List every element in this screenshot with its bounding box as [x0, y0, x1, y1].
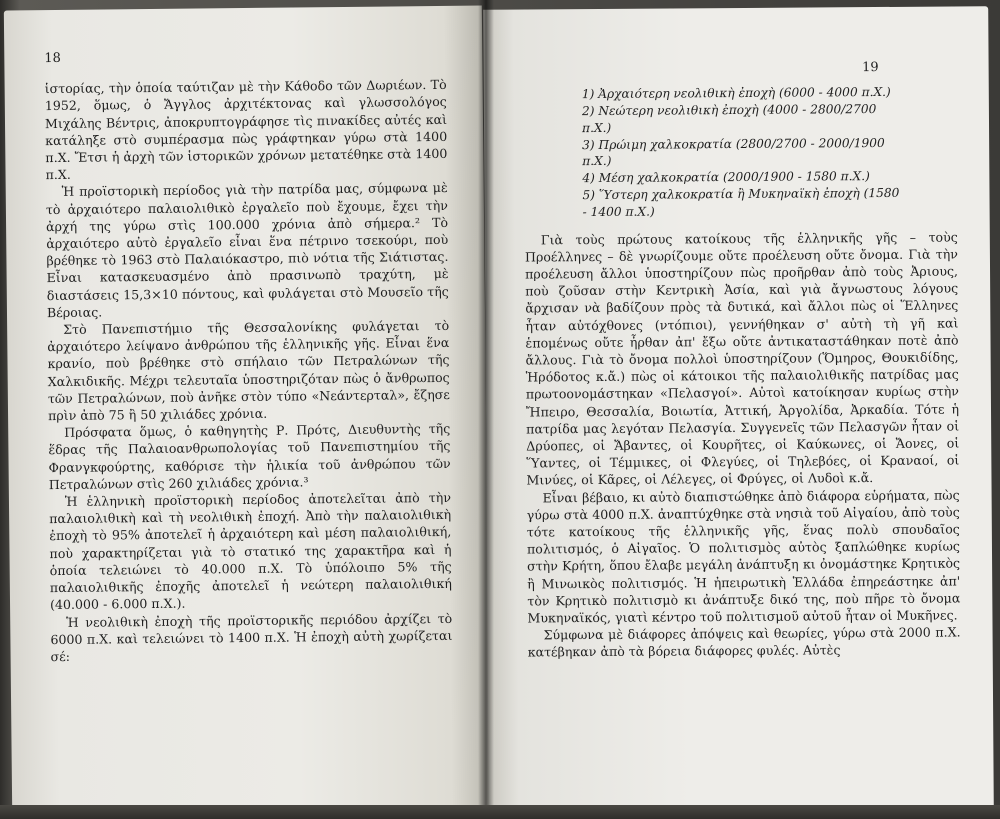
list-item: 3) Πρώιμη χαλκοκρατία (2800/2700 - 2000/1900 π.Χ.)	[582, 135, 885, 169]
paragraph: Ἡ προϊστορικὴ περίοδος γιὰ τὴν πατρίδα μας, σύμφωνα μὲ τὸ ἀρχαιότερο παλαιολιθικὸ ἐργαλεῖο ποὺ ἔχουμε, ἔχει τὴν ἀρχή της γύρω στὶς 100.000 χρόνια ἀπὸ σήμερα.² Τὸ ἀρχαιότερο αὐτὸ ἐργαλεῖο εἶναι ἕνα πέτρινο τσεκούρι, ποὺ βρέθηκε τὸ 1963 στὸ Παλαιόκαστρο, πιὸ νότια τῆς Σιάτιστας. Εἶναι κατασκευασμένο ἀπὸ πρασινωπὸ τραχύτη, μὲ διαστάσεις 15,3×10 πόντους, καὶ φυλάγεται στὸ Μουσεῖο τῆς Βέροιας.	[45, 180, 449, 320]
page-number: 18	[44, 50, 61, 67]
list-item: 5) Ὕστερη χαλκοκρατία ἢ Μυκηναϊκὴ ἐποχὴ (1580 - 1400 π.Χ.)	[582, 185, 900, 219]
list-item: 2) Νεώτερη νεολιθικὴ ἐποχὴ (4000 - 2800/2700 π.Χ.)	[581, 102, 877, 135]
right-page	[483, 6, 994, 813]
paragraph: Εἶναι βέβαιο, κι αὐτὸ διαπιστώθηκε ἀπὸ διάφορα εὑρήματα, πὼς γύρω στὰ 4000 π.Χ. ἀναπτύχθηκε στὰ νησιὰ τοῦ Αἰγαίου, ἀπὸ τοὺς τότε κατοίκους τῆς ἑλληνικῆς γῆς, ἕνας πολὺ σπουδαῖος πολιτισμός, ὁ Αἰγαῖος. Ὁ πολιτισμὸς αὐτὸς ξαπλώθηκε κυρίως στὴν Κρήτη, ὅπου ἔλαβε μεγάλη ἀνάπτυξη κι ὀνομάστηκε Κρητικὸς ἢ Μινωικὸς πολιτισμός. Ἡ ἠπειρωτικὴ Ἑλλάδα ἐπηρεάστηκε ἀπ' τὸν Κρητικὸ πολιτισμὸ κι ἀνάπτυξε δικό της, ποὺ πῆρε τὸ ὄνομα Μυκηναϊκός, γιατὶ κέντρο τοῦ πολιτισμοῦ αὐτοῦ ἦταν οἱ Μυκῆνες.	[526, 487, 961, 626]
list-item: 1) Ἀρχαιότερη νεολιθικὴ ἐποχὴ (6000 - 4000 π.Χ.)	[581, 85, 891, 102]
paragraph: Ἡ ἑλληνικὴ προϊστορικὴ περίοδος ἀποτελεῖται ἀπὸ τὴν παλαιολιθικὴ καὶ τὴ νεολιθικὴ ἐποχή. Ἀπὸ τὴν παλαιολιθικὴ ἐποχὴ τὸ 95% ἀποτελεῖ ἡ ἀρχαιότερη καὶ μέση παλαιολιθική, ποὺ χαρακτηρίζεται γιὰ τὸ στατικό της χαρακτῆρα καὶ ἡ ὁποία τελειώνει τὸ 40.000 π.Χ. Τὸ ὑπόλοιπο 5% τῆς παλαιολιθικῆς ἐποχῆς ἀποτελεῖ ἡ νεώτερη παλαιολιθική (40.000 - 6.000 π.Χ.).	[49, 489, 452, 613]
paragraph: Στὸ Πανεπιστήμιο τῆς Θεσσαλονίκης φυλάγεται τὸ ἀρχαιότερο λείψανο ἀνθρώπου τῆς ἑλληνικῆς γῆς. Εἶναι ἕνα κρανίο, ποὺ βρέθηκε στὸ σπήλαιο τῶν Πετραλώνων τῆς Χαλκιδικῆς. Μέχρι τελευταῖα ὑποστηριζόταν πὼς ὁ ἄνθρωπος τῶν Πετραλώνων, ποὺ ἀνῆκε στὸν τύπο «Νεάντερταλ», ἔζησε πρὶν ἀπὸ 75 ἢ 50 χιλιάδες χρόνια.	[47, 317, 450, 424]
paragraph: Ἡ νεολιθικὴ ἐποχὴ τῆς προϊστορικῆς περιόδου ἀρχίζει τὸ 6000 π.Χ. καὶ τελειώνει τὸ 1400 π.Χ. Ἡ ἐποχὴ αὐτὴ χωρίζεται σέ:	[50, 610, 453, 664]
paragraph: ἱστορίας, τὴν ὁποία ταύτιζαν μὲ τὴν Κάθοδο τῶν Δωριέων. Τὸ 1952, ὅμως, ὁ Ἄγγλος ἀρχιτέκτονας καὶ γλωσσολόγος Μιχάλης Βέντρις, ἀποκρυπτογράφησε τὶς πινακίδες αὐτές καὶ κατάληξε στὸ συμπέρασμα πὼς γράφτηκαν γύρω στὰ 1400 π.Χ. Ἔτσι ἡ ἀρχὴ τῶν ἱστορικῶν χρόνων μετατέθηκε στὰ 1400 π.Χ.	[44, 77, 448, 183]
list-item: 4) Μέση χαλκοκρατία (2000/1900 - 1580 π.Χ.)	[582, 169, 870, 186]
paragraph: Γιὰ τοὺς πρώτους κατοίκους τῆς ἑλληνικῆς γῆς – τοὺς Προέλληνες – δὲ γνωρίζουμε οὔτε προέλευση οὔτε ὄνομα. Γιὰ τὴν προέλευση ἄλλοι ὑποστηρίζουν πὼς προῆρθαν ἀπὸ τοὺς Ἀριους, ποὺ ζοῦσαν στὴν Κεντρικὴ Ἀσία, καὶ γιὰ ἄγνωστους λόγους ἄρχισαν νὰ βαδίζουν πρὸς τὰ δυτικά, καὶ ἄλλοι πὼς οἱ Ἕλληνες ἦταν αὐτόχθονες (ντόπιοι), γεννήθηκαν σ' αὐτὴ τὴ γῆ καὶ ἑπομένως οὔτε ἦρθαν ἀπ' ἔξω οὔτε ἀντικαταστάθηκαν ποτὲ ἀπὸ ἄλλους. Γιὰ τὸ ὄνομα πολλοὶ ὑποστηρίζουν (Ὅμηρος, Θουκιδίδης, Ἡρόδοτος κ.ἄ.) πὼς οἱ κάτοικοι τῆς παλαιολιθικῆς πατρίδας μας πρωτοονομάστηκαν «Πελασγοί». Αὐτοὶ κατοίκησαν κυρίως στὴν Ἤπειρο, Θεσσαλία, Βοιωτία, Ἀττική, Ἀργολίδα, Ἀρκαδία. Τότε ἡ πατρίδα μας λεγόταν Πελασγία. Συγγενεῖς τῶν Πελασγῶν ἦταν οἱ Δρύοπες, οἱ Ἄβαντες, οἱ Κουρῆτες, οἱ Καύκωνες, οἱ Ἄονες, οἱ Ὕαντες, οἱ Τέμμικες, οἱ Φλεγύες, οἱ Τηλεβόες, οἱ Κραναοί, οἱ Μινύες, οἱ Κᾶρες, οἱ Λέλεγες, οἱ Φρύγες, οἱ Λυδοὶ κ.ἄ.	[524, 229, 960, 488]
book-gutter	[478, 0, 494, 819]
table-surface	[0, 805, 1000, 819]
paragraph: Σύμφωνα μὲ διάφορες ἀπόψεις καὶ θεωρίες, γύρω στὰ 2000 π.Χ. κατέβηκαν ἀπὸ τὰ βόρεια διάφορες φυλές. Αὐτὲς	[527, 624, 961, 660]
period-list	[524, 84, 903, 221]
left-page	[4, 6, 490, 811]
paragraph: Πρόσφατα ὅμως, ὁ καθηγητὴς Ρ. Πρότς, Διευθυντὴς τῆς ἕδρας τῆς Παλαιοανθρωπολογίας τοῦ Πανεπιστημίου τῆς Φρανγκφούρτης, καθόρισε τὴν ἡλικία τοῦ ἀνθρώπου τῶν Πετραλώνων στὶς 260 χιλιάδες χρόνια.³	[48, 421, 451, 492]
page-number: 19	[862, 60, 879, 76]
